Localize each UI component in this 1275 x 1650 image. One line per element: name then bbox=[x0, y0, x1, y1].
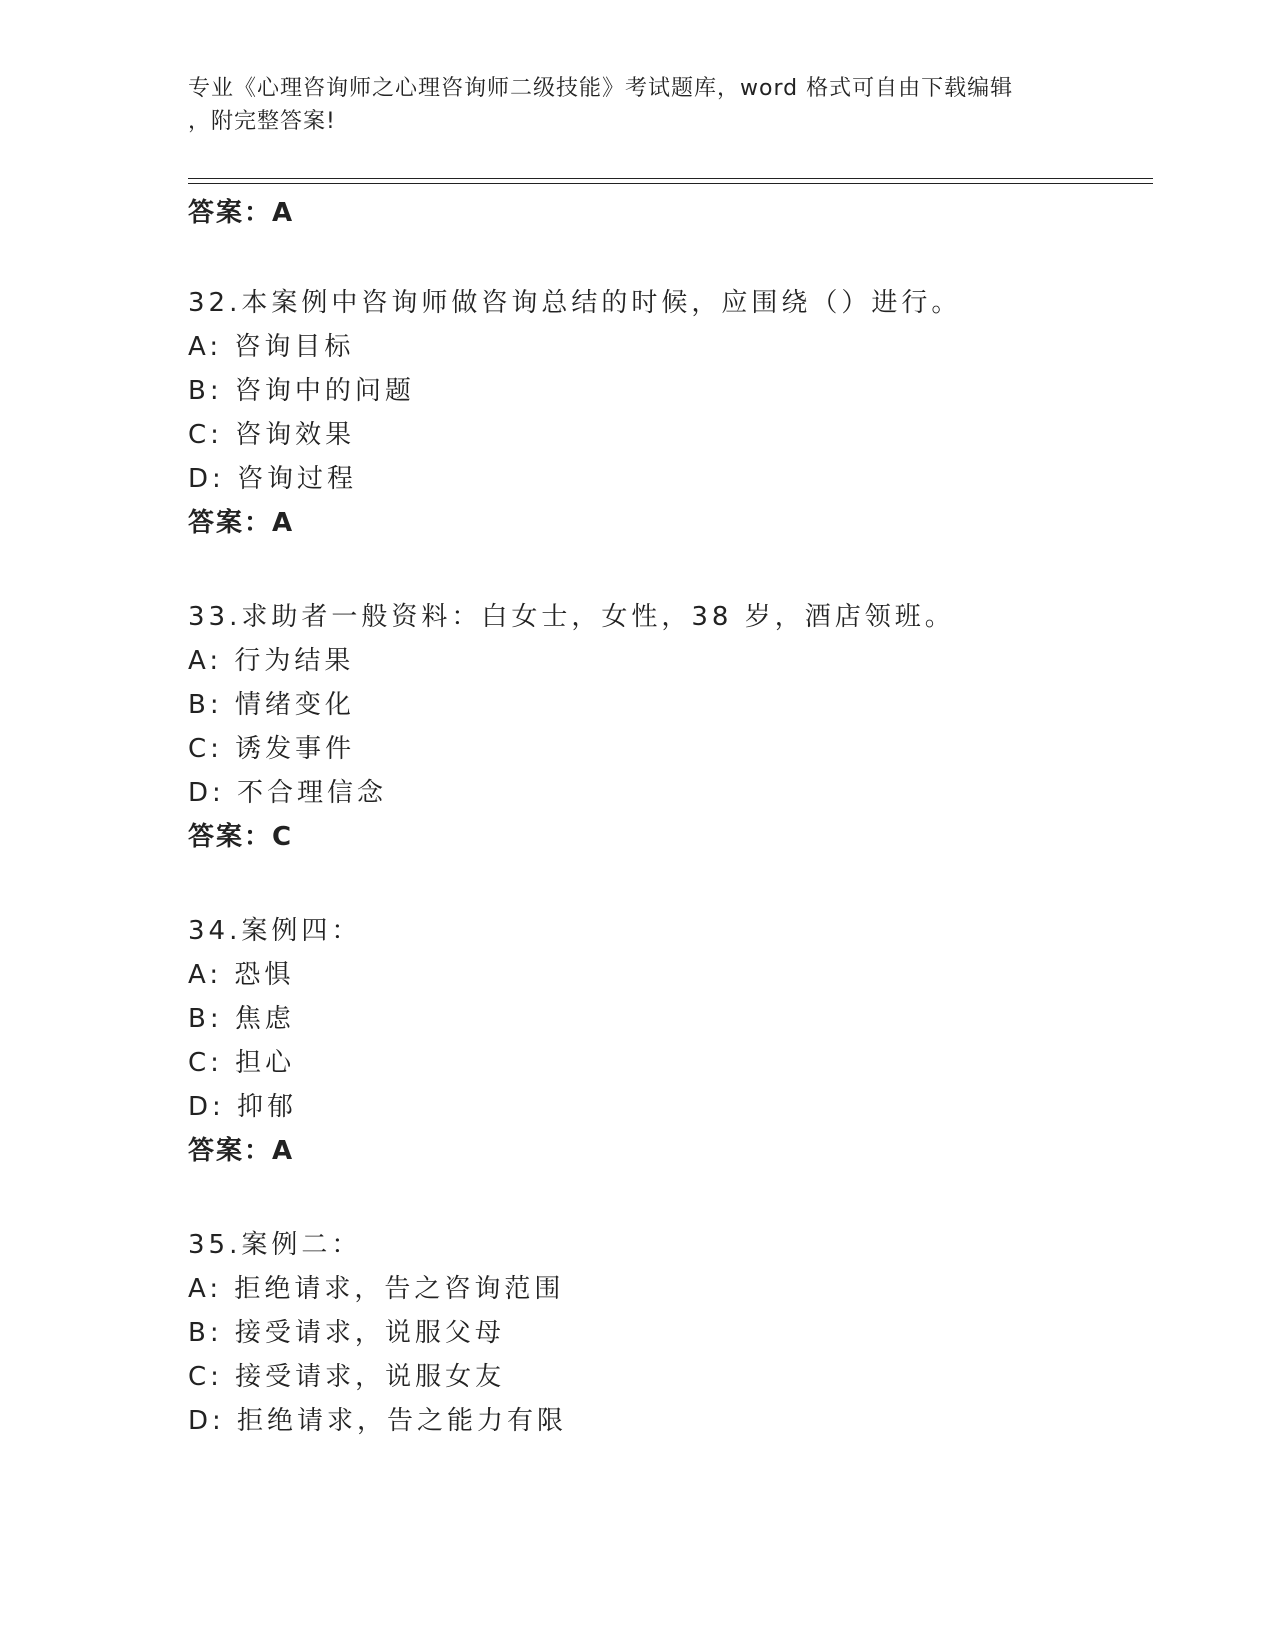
option-b: B: 咨询中的问题 bbox=[188, 376, 415, 406]
option-b: B: 接受请求，说服父母 bbox=[188, 1318, 505, 1348]
header-divider-top bbox=[188, 178, 1153, 179]
question-stem: 33.求助者一般资料：白女士，女性，38 岁，酒店领班。 bbox=[188, 602, 955, 632]
option-a: A: 恐惧 bbox=[188, 960, 295, 990]
answer: 答案：A bbox=[188, 508, 295, 538]
option-a: A: 行为结果 bbox=[188, 646, 355, 676]
option-c: C: 担心 bbox=[188, 1048, 296, 1078]
previous-answer: 答案：A bbox=[188, 198, 295, 228]
option-b: B: 焦虑 bbox=[188, 1004, 295, 1034]
option-a: A: 咨询目标 bbox=[188, 332, 355, 362]
answer: 答案：A bbox=[188, 1136, 295, 1166]
option-d: D: 抑郁 bbox=[188, 1092, 298, 1122]
answer: 答案：C bbox=[188, 822, 294, 852]
question-stem: 34.案例四： bbox=[188, 916, 362, 946]
option-d: D: 拒绝请求，告之能力有限 bbox=[188, 1406, 568, 1436]
question-stem: 32.本案例中咨询师做咨询总结的时候，应围绕（）进行。 bbox=[188, 288, 962, 318]
header-line-1: 专业《心理咨询师之心理咨询师二级技能》考试题库，word 格式可自由下载编辑 bbox=[188, 76, 1014, 101]
question-stem: 35.案例二： bbox=[188, 1230, 362, 1260]
option-a: A: 拒绝请求，告之咨询范围 bbox=[188, 1274, 565, 1304]
option-c: C: 诱发事件 bbox=[188, 734, 356, 764]
option-d: D: 咨询过程 bbox=[188, 464, 358, 494]
header-divider-bottom bbox=[188, 183, 1153, 184]
document-header bbox=[188, 72, 1088, 138]
option-b: B: 情绪变化 bbox=[188, 690, 355, 720]
option-d: D: 不合理信念 bbox=[188, 778, 388, 808]
header-line-2: ，附完整答案! bbox=[188, 109, 336, 134]
option-c: C: 接受请求，说服女友 bbox=[188, 1362, 506, 1392]
option-c: C: 咨询效果 bbox=[188, 420, 356, 450]
